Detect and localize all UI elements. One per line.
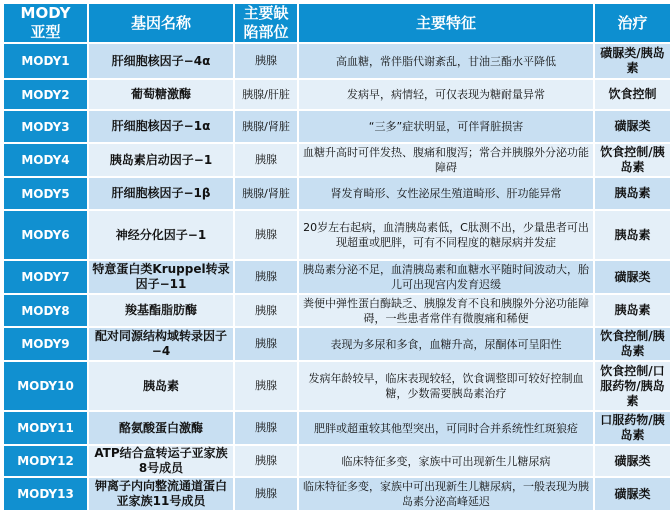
header-row	[3, 3, 671, 43]
site-cell: 胰腺	[234, 210, 298, 260]
site-cell: 胰腺	[234, 477, 298, 511]
treatment-cell: 胰岛素	[594, 177, 671, 210]
gene-cell: 葡萄糖激酶	[88, 79, 234, 110]
treatment-cell: 饮食控制/口服药物/胰岛素	[594, 361, 671, 411]
features-cell: 发病早，病情轻，可仅表现为糖耐量异常	[298, 79, 594, 110]
site-cell: 胰腺	[234, 445, 298, 477]
type-cell: MODY9	[3, 327, 88, 361]
site-cell: 胰腺/肾脏	[234, 177, 298, 210]
features-cell: “三多”症状明显，可伴肾脏损害	[298, 110, 594, 143]
gene-cell: 肝细胞核因子−1α	[88, 110, 234, 143]
features-cell: 发病年龄较早，临床表现较轻，饮食调整即可较好控制血糖，少数需要胰岛素治疗	[298, 361, 594, 411]
treatment-cell: 磺脲类	[594, 445, 671, 477]
header-features: 主要特征	[298, 3, 594, 43]
treatment-cell: 磺脲类	[594, 110, 671, 143]
site-cell: 胰腺	[234, 143, 298, 177]
type-cell: MODY4	[3, 143, 88, 177]
header-gene: 基因名称	[88, 3, 234, 43]
table-row	[3, 294, 671, 327]
table-row	[3, 79, 671, 110]
type-cell: MODY2	[3, 79, 88, 110]
features-cell: 胰岛素分泌不足，血清胰岛素和血糖水平随时间波动大，胎儿可出现宫内发育迟缓	[298, 260, 594, 294]
type-cell: MODY11	[3, 411, 88, 445]
gene-cell: 神经分化因子−1	[88, 210, 234, 260]
site-cell: 胰腺	[234, 411, 298, 445]
treatment-cell: 口服药物/胰岛素	[594, 411, 671, 445]
table-row	[3, 110, 671, 143]
table-row	[3, 43, 671, 79]
header-site: 主要缺 陷部位	[234, 3, 298, 43]
features-cell: 肾发育畸形、女性泌尿生殖道畸形、肝功能异常	[298, 177, 594, 210]
gene-cell: 特意蛋白类Kruppel转录因子−11	[88, 260, 234, 294]
type-cell: MODY5	[3, 177, 88, 210]
type-cell: MODY13	[3, 477, 88, 511]
site-cell: 胰腺	[234, 361, 298, 411]
features-cell: 肥胖或超重较其他型突出，可同时合并系统性红斑狼疮	[298, 411, 594, 445]
features-cell: 临床特征多变，家族中可出现新生儿糖尿病，一般表现为胰岛素分泌高峰延迟	[298, 477, 594, 511]
features-cell: 20岁左右起病，血清胰岛素低，C肽测不出，少量患者可出现超重或肥胖，可有不同程度的糖尿病并发症	[298, 210, 594, 260]
table-row	[3, 143, 671, 177]
type-cell: MODY12	[3, 445, 88, 477]
site-cell: 胰腺	[234, 43, 298, 79]
gene-cell: 羧基酯脂肪酶	[88, 294, 234, 327]
features-cell: 血糖升高时可伴发热、腹痛和腹泻；常合并胰腺外分泌功能障碍	[298, 143, 594, 177]
table-row	[3, 210, 671, 260]
gene-cell: 配对同源结构域转录因子−4	[88, 327, 234, 361]
table-row	[3, 445, 671, 477]
site-cell: 胰腺	[234, 327, 298, 361]
site-cell: 胰腺/肝脏	[234, 79, 298, 110]
features-cell: 高血糖，常伴脂代谢紊乱，甘油三酯水平降低	[298, 43, 594, 79]
features-cell: 表现为多尿和多食，血糖升高，尿酮体可呈阳性	[298, 327, 594, 361]
table-row	[3, 260, 671, 294]
gene-cell: ATP结合盒转运子亚家族8号成员	[88, 445, 234, 477]
features-cell: 粪便中弹性蛋白酶缺乏、胰腺发育不良和胰腺外分泌功能障碍，一些患者常伴有微腹痛和稀便	[298, 294, 594, 327]
treatment-cell: 磺脲类	[594, 477, 671, 511]
mody-table	[2, 2, 672, 512]
treatment-cell: 饮食控制	[594, 79, 671, 110]
features-cell: 临床特征多变，家族中可出现新生儿糖尿病	[298, 445, 594, 477]
site-cell: 胰腺	[234, 294, 298, 327]
treatment-cell: 磺脲类/胰岛素	[594, 43, 671, 79]
gene-cell: 钾离子内向整流通道蛋白亚家族11号成员	[88, 477, 234, 511]
treatment-cell: 胰岛素	[594, 210, 671, 260]
table-row	[3, 411, 671, 445]
table-row	[3, 177, 671, 210]
table-row	[3, 477, 671, 511]
type-cell: MODY7	[3, 260, 88, 294]
type-cell: MODY8	[3, 294, 88, 327]
gene-cell: 肝细胞核因子−1β	[88, 177, 234, 210]
treatment-cell: 胰岛素	[594, 294, 671, 327]
site-cell: 胰腺	[234, 260, 298, 294]
type-cell: MODY1	[3, 43, 88, 79]
type-cell: MODY10	[3, 361, 88, 411]
header-treatment: 治疗	[594, 3, 671, 43]
gene-cell: 胰岛素	[88, 361, 234, 411]
site-cell: 胰腺/肾脏	[234, 110, 298, 143]
gene-cell: 肝细胞核因子−4α	[88, 43, 234, 79]
table-row	[3, 327, 671, 361]
gene-cell: 酪氨酸蛋白激酶	[88, 411, 234, 445]
table-row	[3, 361, 671, 411]
treatment-cell: 磺脲类	[594, 260, 671, 294]
gene-cell: 胰岛素启动因子−1	[88, 143, 234, 177]
header-type: MODY 亚型	[3, 3, 88, 43]
treatment-cell: 饮食控制/胰岛素	[594, 327, 671, 361]
treatment-cell: 饮食控制/胰岛素	[594, 143, 671, 177]
type-cell: MODY6	[3, 210, 88, 260]
type-cell: MODY3	[3, 110, 88, 143]
